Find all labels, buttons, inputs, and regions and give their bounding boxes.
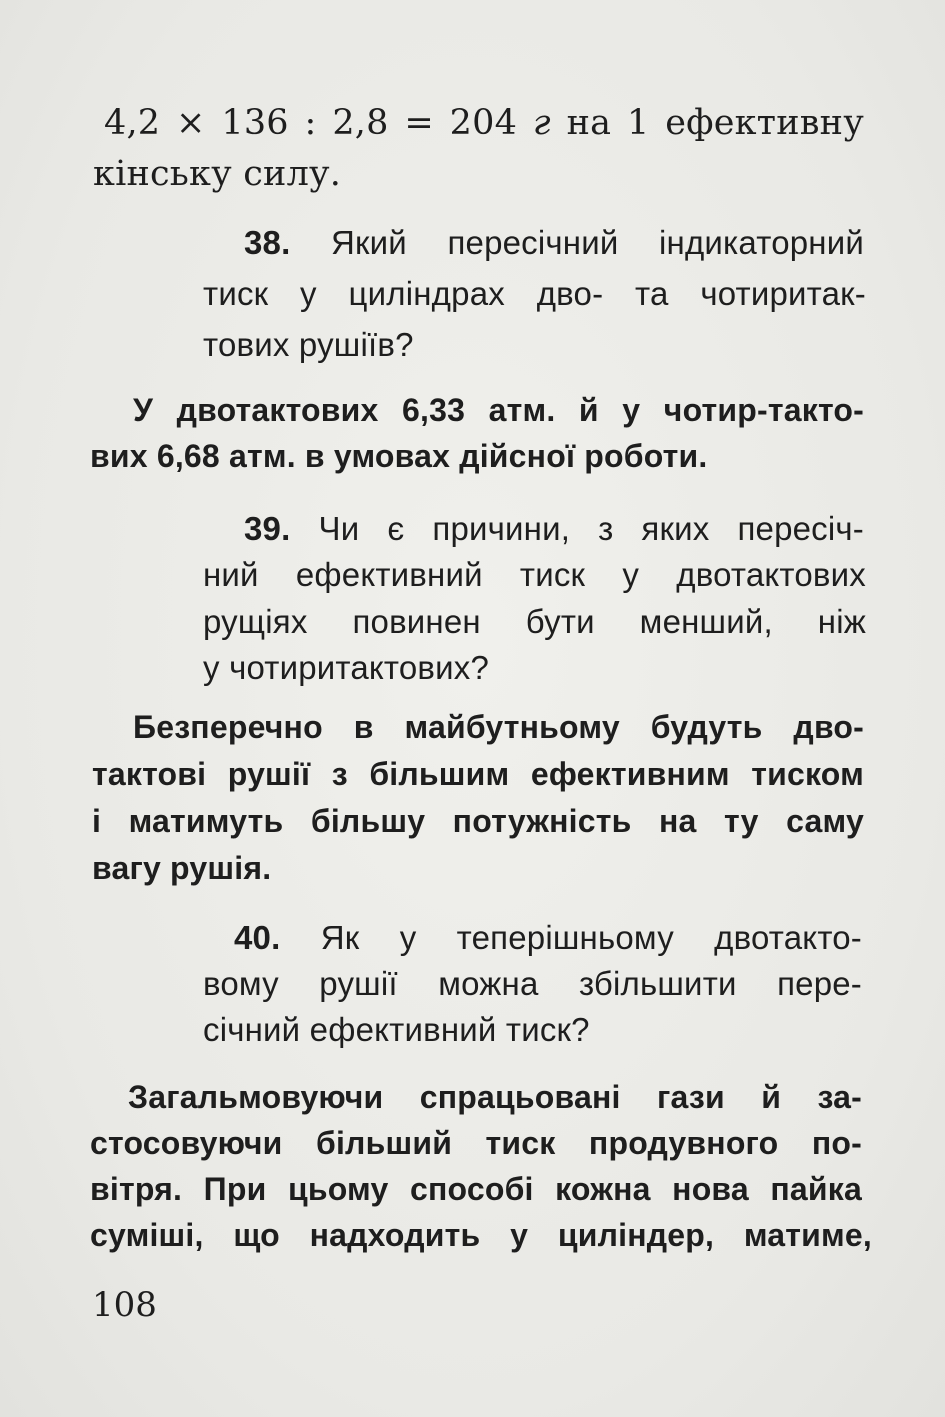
answer-39-line-1: Безперечно в майбутньому будуть дво- bbox=[133, 709, 864, 745]
unit-g: г bbox=[532, 103, 551, 143]
text-line: кінську силу. bbox=[93, 154, 342, 194]
question-38-line-2: тиск у циліндрах дво- та чотиритак- bbox=[203, 275, 866, 312]
answer-39-line-2: тактові рушії з більшим ефективним тиском bbox=[92, 756, 864, 792]
page-number: 108 bbox=[92, 1285, 157, 1325]
answer-39-line-3: і матимуть більшу потужність на ту саму bbox=[92, 803, 864, 839]
question-40-line-3: січний ефективний тиск? bbox=[203, 1011, 590, 1048]
question-39-line-1 bbox=[244, 507, 864, 551]
answer-40-line-3: вітря. При цьому способі кожна нова пайка bbox=[90, 1171, 862, 1207]
formula-rest: на 1 ефективну bbox=[566, 103, 865, 143]
answer-40-line-2: стосовуючи більший тиск продувного по- bbox=[90, 1125, 862, 1161]
question-39-line-2: ний ефективний тиск у двотактових bbox=[203, 556, 866, 593]
answer-38-line-2: вих 6,68 атм. в умовах дійсної роботи. bbox=[90, 438, 708, 474]
question-38-line-3: тових рушіїв? bbox=[203, 326, 414, 363]
question-39-line-3: рущіях повинен бути менший, ніж bbox=[203, 603, 866, 640]
question-text: Який пересічний індикаторний bbox=[331, 224, 864, 261]
question-number: 38. bbox=[244, 224, 291, 261]
answer-38-line-1: У двотактових 6,33 атм. й у чотир-такто- bbox=[133, 392, 864, 428]
formula-line bbox=[104, 101, 864, 145]
answer-40-line-1: Загальмовуючи спрацьовані гази й за- bbox=[128, 1079, 862, 1115]
question-40-line-2: вому рушії можна збільшити пере- bbox=[203, 965, 862, 1002]
question-number: 40. bbox=[234, 919, 281, 956]
question-40-line-1 bbox=[234, 916, 862, 960]
question-39-line-4: у чотиритактових? bbox=[203, 649, 490, 686]
answer-40-line-4: суміші, що надходить у циліндер, матиме, bbox=[90, 1217, 872, 1253]
question-number: 39. bbox=[244, 510, 291, 547]
formula: 4,2 × 136 : 2,8 = 204 bbox=[104, 103, 518, 143]
question-38-line-1 bbox=[244, 221, 864, 265]
question-text: Як у теперішньому двотакто- bbox=[320, 919, 862, 956]
question-text: Чи є причини, з яких пересіч- bbox=[318, 510, 864, 547]
answer-39-line-4: вагу рушія. bbox=[92, 850, 272, 886]
